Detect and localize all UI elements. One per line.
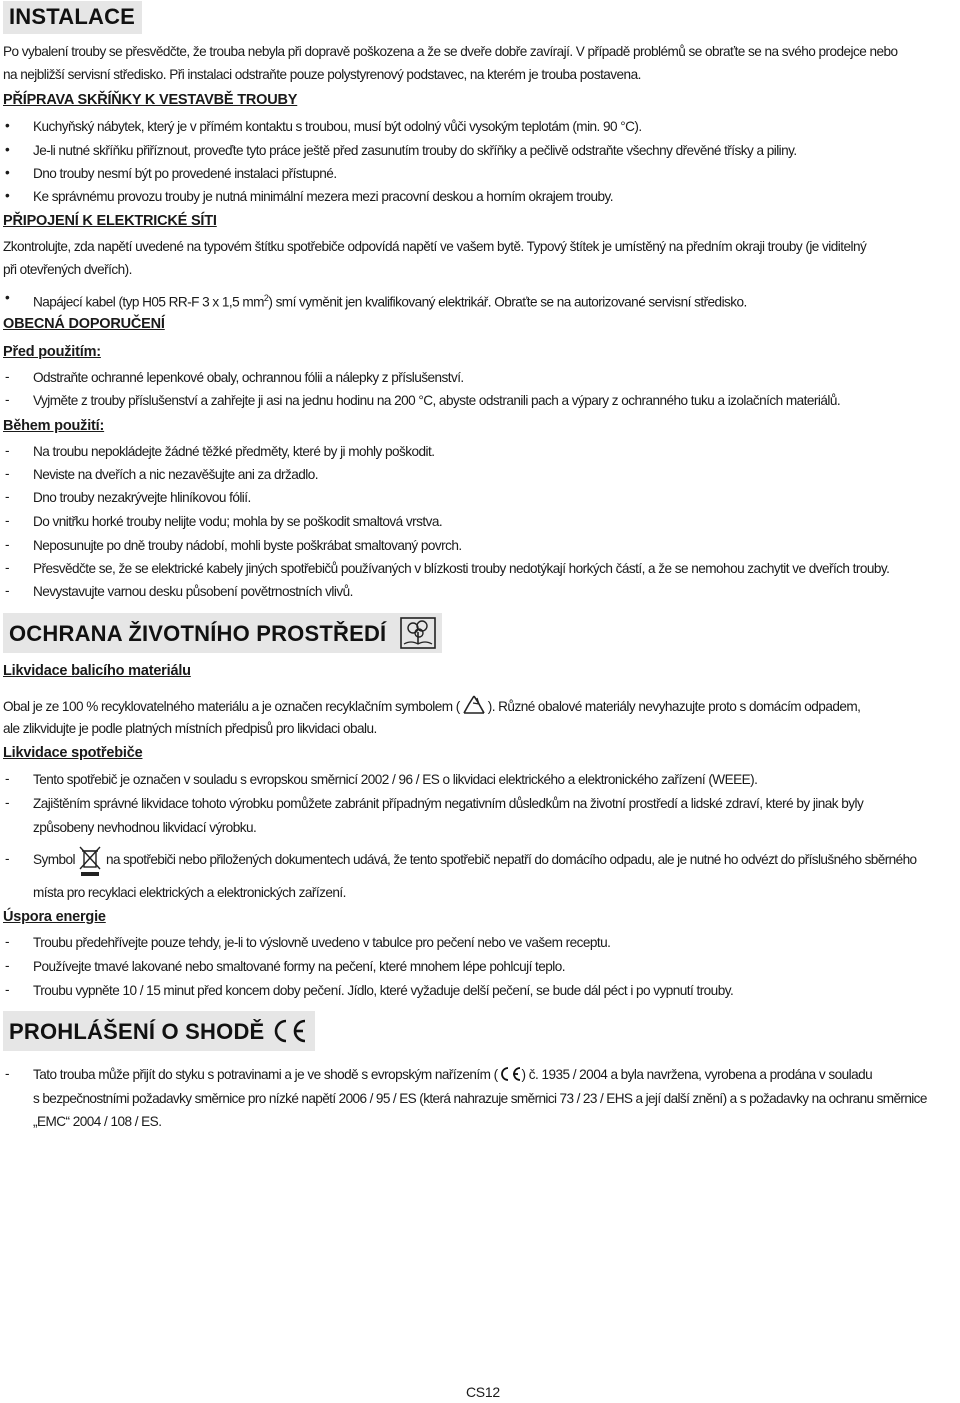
section-heading-installation: INSTALACE bbox=[3, 1, 142, 34]
ce-mark-icon bbox=[498, 1066, 522, 1082]
appliance-item-1: Tento spotřebič je označen v souladu s evropskou směrnicí 2002 / 96 / ES o likvidaci elektrického a elektronického zařízení (WEEE). bbox=[33, 772, 758, 787]
cable-superscript: 2 bbox=[263, 293, 269, 303]
energy-item-2: Používejte tmavé lakované nebo smaltované formy na pečení, které mnohem lépe pohlcují teplo. bbox=[33, 959, 566, 974]
bullet: • bbox=[5, 142, 10, 157]
cabinet-item-2: Je-li nutné skříňku přiříznout, proveďte tyto práce ještě před zasunutím trouby do skříňky a pečlivě odstraňte všechny dřevěné třísky a piliny. bbox=[33, 143, 797, 158]
dash: - bbox=[5, 443, 10, 458]
page-number: CS12 bbox=[466, 1384, 500, 1400]
packaging-line-1 bbox=[3, 694, 860, 716]
subheading-energy: Úspora energie bbox=[3, 909, 106, 925]
during-item-6: Přesvědčte se, že se elektrické kabely jiných spotřebičů používaných v blízkosti trouby nedotýkají horkých částí, a že se nemohou zachytit ve dveřích trouby. bbox=[33, 561, 890, 576]
subheading-appliance: Likvidace spotřebiče bbox=[3, 745, 143, 761]
before-item-1: Odstraňte ochranné lepenkové obaly, ochrannou fólii a nálepky z příslušenství. bbox=[33, 370, 464, 385]
during-item-5: Neposunujte po dně trouby nádobí, mohli byste poškrábat smaltovaný povrch. bbox=[33, 538, 462, 553]
dash: - bbox=[5, 1066, 10, 1081]
dash: - bbox=[5, 958, 10, 973]
subheading-general: OBECNÁ DOPORUČENÍ bbox=[3, 316, 165, 332]
dash: - bbox=[5, 934, 10, 949]
cable-text-b: ) smí vyměnit jen kvalifikovaný elektrikář. Obraťte se na autorizované servisní středisko. bbox=[268, 294, 747, 310]
dash: - bbox=[5, 513, 10, 528]
conformity-text-b: ) č. 1935 / 2004 a byla navržena, vyrobena a prodána v souladu bbox=[521, 1067, 873, 1082]
dash: - bbox=[5, 489, 10, 504]
intro-line-1: Po vybalení trouby se přesvědčte, že trouba nebyla při dopravě poškozena a že se dveře dobře zavírají. V případě problémů se obraťte se na svého prodejce nebo bbox=[3, 44, 898, 59]
section-heading-environment: OCHRANA ŽIVOTNÍHO PROSTŘEDÍ bbox=[3, 613, 442, 653]
bullet: • bbox=[5, 118, 10, 133]
packaging-text-b: ). Různé obalové materiály nevyhazujte proto s domácím odpadem, bbox=[487, 699, 861, 714]
bullet: • bbox=[5, 290, 10, 305]
cabinet-item-1: Kuchyňský nábytek, který je v přímém kontaktu s troubou, musí být odolný vůči vysokým teplotám (min. 90 °C). bbox=[33, 119, 642, 134]
dash: - bbox=[5, 392, 10, 407]
conformity-line-3: „EMC“ 2004 / 108 / ES. bbox=[33, 1114, 162, 1129]
appliance-item-2a: Zajištěním správné likvidace tohoto výrobku pomůžete zabránit případným negativním důsledkům na životní prostředí a lidské zdraví, které by jinak byly bbox=[33, 796, 864, 811]
ce-mark-icon bbox=[269, 1017, 309, 1045]
cable-text-a: Napájecí kabel (typ H05 RR-F 3 x 1,5 mm bbox=[33, 294, 264, 310]
subheading-packaging: Likvidace balicího materiálu bbox=[3, 663, 191, 679]
cable-line bbox=[33, 290, 747, 311]
dash: - bbox=[5, 466, 10, 481]
subheading-during-use: Během použití: bbox=[3, 418, 105, 434]
during-item-7: Nevystavujte varnou desku působení povětrnostních vlivů. bbox=[33, 584, 353, 599]
dash: - bbox=[5, 560, 10, 575]
subheading-electric: PŘIPOJENÍ K ELEKTRICKÉ SÍTI bbox=[3, 213, 217, 229]
cabinet-item-4: Ke správnému provozu trouby je nutná minimální mezera mezi pracovní deskou a horním okrajem trouby. bbox=[33, 189, 613, 204]
energy-item-3: Troubu vypněte 10 / 15 minut před koncem doby pečení. Jídlo, které vyžaduje delší pečení, se bude dál péct i po vypnutí trouby. bbox=[33, 983, 734, 998]
dash: - bbox=[5, 982, 10, 997]
recycle-icon bbox=[460, 694, 488, 716]
during-item-2: Neviste na dveřích a nic nezavěšujte ani za držadlo. bbox=[33, 467, 318, 482]
appliance-item-3a bbox=[33, 851, 75, 868]
symbol-label: Symbol bbox=[33, 852, 76, 867]
during-item-3: Dno trouby nezakrývejte hliníkovou fólií. bbox=[33, 490, 251, 505]
conformity-text-a: Tato trouba může přijít do styku s potravinami a je ve shodě s evropským nařízením ( bbox=[33, 1067, 498, 1082]
conformity-line-2: s bezpečnostními požadavky směrnice pro nízké napětí 2006 / 95 / ES (která nahrazuje směrnici 73 / 23 / EHS a její další znění) a s požadavky na ochranu směrnice bbox=[33, 1091, 927, 1106]
during-item-4: Do vnitřku horké trouby nelijte vodu; mohla by se poškodit smaltová vrstva. bbox=[33, 514, 443, 529]
subheading-before-use: Před použitím: bbox=[3, 344, 101, 360]
dash: - bbox=[5, 851, 10, 866]
cabinet-item-3: Dno trouby nesmí být po provedené instalaci přístupné. bbox=[33, 166, 337, 181]
packaging-text-a: Obal je ze 100 % recyklovatelného materiálu a je označen recyklačním symbolem ( bbox=[3, 699, 460, 714]
appliance-item-2b: způsobeny nevhodnou likvidací výrobku. bbox=[33, 820, 257, 835]
leaf-tree-icon bbox=[399, 616, 437, 650]
crossed-bin-icon bbox=[77, 843, 103, 877]
dash: - bbox=[5, 537, 10, 552]
dash: - bbox=[5, 369, 10, 384]
packaging-line-2: ale zlikvidujte je podle platných místních předpisů pro likvidaci obalu. bbox=[3, 721, 377, 736]
subheading-cabinet: PŘÍPRAVA SKŘÍŇKY K VESTAVBĚ TROUBY bbox=[3, 92, 298, 108]
dash: - bbox=[5, 795, 10, 810]
before-item-2: Vyjměte z trouby příslušenství a zahřejte ji asi na jednu hodinu na 200 °C, abyste odstranili pach a výpary z ochranného tuku a izolačních materiálů. bbox=[33, 393, 841, 408]
appliance-item-3b: na spotřebiči nebo přiložených dokumentech udává, že tento spotřebič nepatří do domácího odpadu, ale je nutné ho odvézt do příslušného sběrného bbox=[106, 852, 917, 867]
intro-line-2: na nejbližší servisní středisko. Při instalaci odstraňte pouze polystyrenový podstavec, na kterém je trouba postavena. bbox=[3, 67, 641, 82]
during-item-1: Na troubu nepokládejte žádné těžké předměty, které by ji mohly poškodit. bbox=[33, 444, 435, 459]
dash: - bbox=[5, 771, 10, 786]
electric-line-2: při otevřených dveřích). bbox=[3, 262, 132, 277]
energy-item-1: Troubu předehřívejte pouze tehdy, je-li to výslovně uvedeno v tabulce pro pečení nebo ve vašem receptu. bbox=[33, 935, 611, 950]
conformity-line-1 bbox=[33, 1066, 872, 1083]
bullet: • bbox=[5, 188, 10, 203]
appliance-item-3c: místa pro recyklaci elektrických a elektronických zařízení. bbox=[33, 885, 346, 900]
electric-line-1: Zkontrolujte, zda napětí uvedené na typovém štítku spotřebiče odpovídá napětí ve vašem bytě. Typový štítek je umístěný na předním okraji trouby (je viditelný bbox=[3, 239, 867, 254]
section-heading-conformity: PROHLÁŠENÍ O SHODĚ bbox=[3, 1011, 315, 1051]
dash: - bbox=[5, 583, 10, 598]
bullet: • bbox=[5, 165, 10, 180]
